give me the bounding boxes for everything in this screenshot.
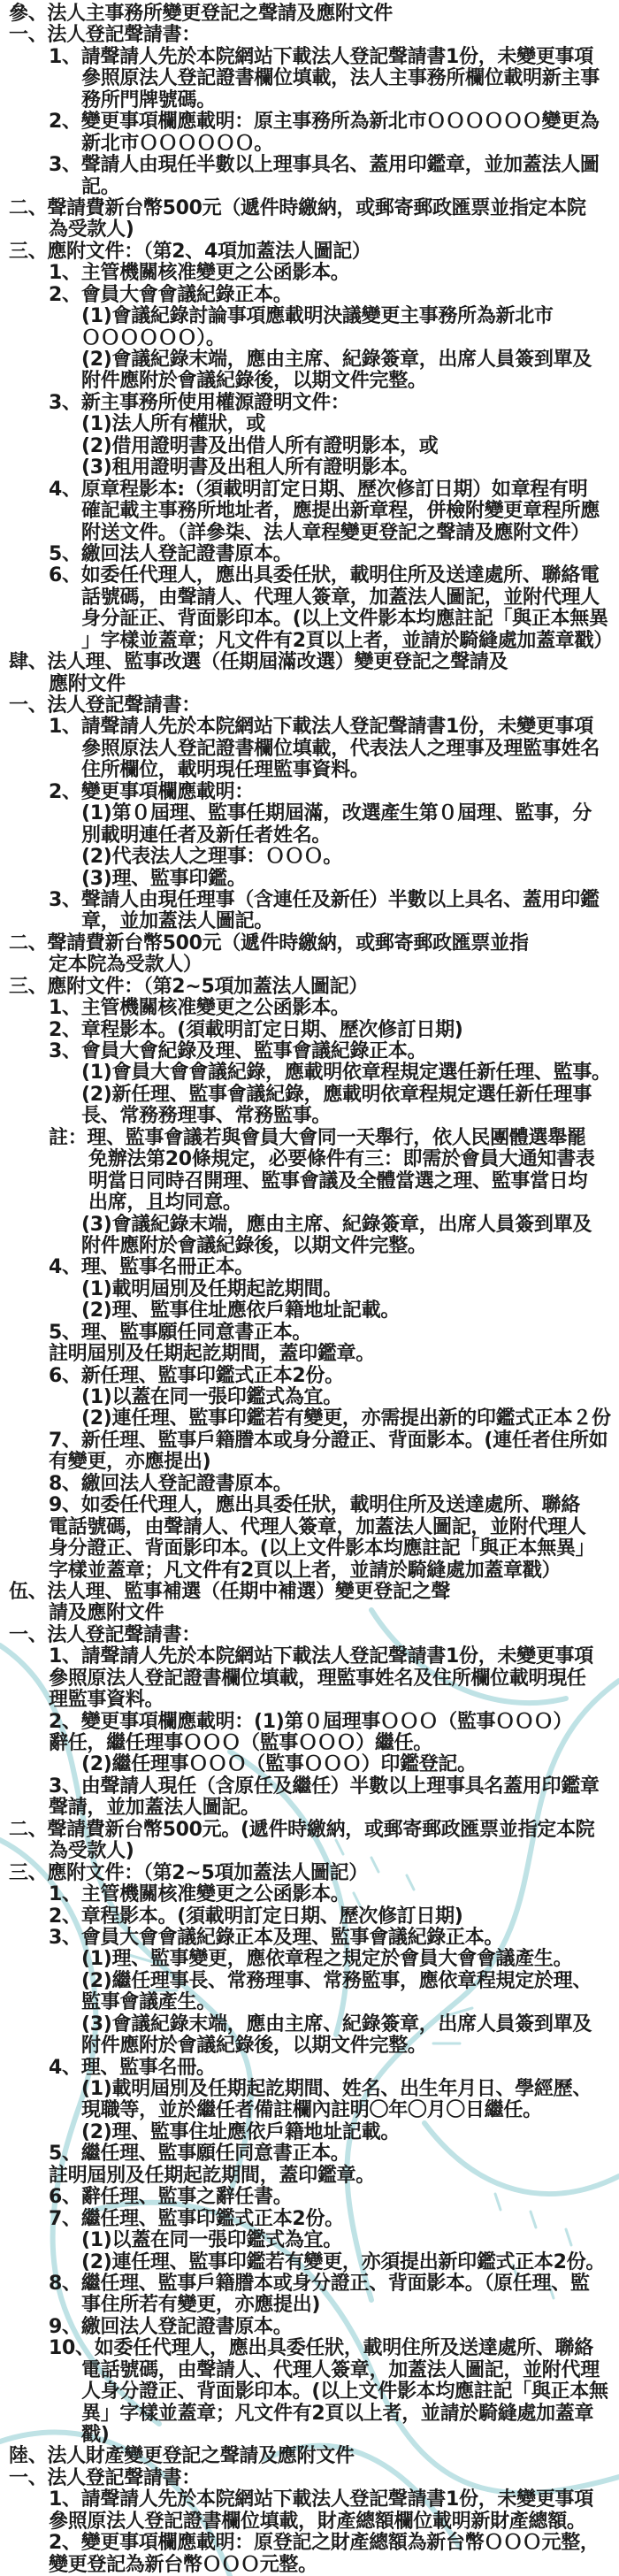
text-line: 字樣並蓋章；凡文件有2頁以上者，並請於騎縫處加蓋章戳） [49, 1559, 562, 1582]
text-line: 電話號碼，由聲請人、代理人簽章，加蓋法人圖記，並附代理 [81, 2358, 600, 2381]
text-line: 3、聲請人由現任理事（含連任及新任）半數以上具名、蓋用印鑑 [49, 888, 600, 911]
text-line: 定本院為受款人） [49, 954, 203, 977]
text-line: 參照原法人登記證書欄位填載，理監事姓名及住所欄位載明現任 [49, 1667, 586, 1690]
section-heading-line: 陸、法人財產變更登記之聲請及應附文件 [9, 2445, 355, 2468]
text-line: 註明屆別及任期起訖期間，蓋印鑑章。 [49, 2164, 375, 2187]
text-line: 聲請，並加蓋法人圖記。 [49, 1797, 260, 1820]
text-line: 新北市ＯＯＯＯＯＯ。 [81, 132, 274, 155]
text-line: (3)會議紀錄末端，應由主席、紀錄簽章，出席人員簽到單及 [81, 1213, 592, 1236]
text-line: 身分証正、背面影印本。(以上文件影本均應註記「與正本無異 [81, 608, 608, 631]
text-line: 註明屆別及任期起訖期間，蓋印鑑章。 [49, 1343, 375, 1366]
text-line: 附送文件。（詳參柒、法人章程變更登記之聲請及應附文件） [81, 521, 590, 544]
text-line: 」字樣並蓋章；凡文件有2頁以上者，並請於騎縫處加蓋章戳） [81, 629, 613, 652]
section-heading-line: 三、應附文件：（第2~5項加蓋法人圖記） [9, 1861, 369, 1884]
text-line: 應附文件 [49, 672, 126, 695]
section-heading-line: 一、法人登記聲請書： [9, 2466, 202, 2489]
text-line: 2、變更事項欄應載明：原登記之財產總額為新台幣ＯＯＯ元整， [49, 2532, 600, 2555]
text-line: 章，並加蓋法人圖記。 [81, 910, 274, 933]
section-heading-line: 肆、法人理、監事改選（任期屆滿改選）變更登記之聲請及 [9, 651, 508, 674]
text-line: 人身分證正、背面影印本。(以上文件影本均應註記「與正本無 [81, 2380, 608, 2404]
text-line: 5、繼任理、監事願任同意書正本。 [49, 2143, 350, 2166]
text-line: 1、請聲請人先於本院網站下載法人登記聲請書1份，未變更事項 [49, 45, 593, 68]
text-line: 3、會員大會會議紀錄正本及理、監事會議紀錄正本。 [49, 1926, 504, 1949]
text-line: 記。 [81, 175, 120, 198]
text-line: 免辦法第20條規定，必要條件有三：即需於會員大通知書表 [88, 1148, 595, 1171]
text-line: (2)連任理、監事印鑑若有變更，亦須提出新印鑑式正本2份。 [81, 2250, 606, 2273]
text-line: 7、繼任理、監事印鑑式正本2份。 [49, 2207, 344, 2230]
text-line: 附件應附於會議紀錄後，以期文件完整。 [81, 1234, 427, 1257]
text-line: 6、如委任代理人，應出具委任狀，載明住所及送達處所、聯絡電 [49, 564, 600, 587]
text-line: (1)以蓋在同一張印鑑式為宜。 [81, 2229, 342, 2252]
text-line: (2)借用證明書及出借人所有證明影本，或 [81, 434, 439, 457]
text-line: 務所門牌號碼。 [81, 88, 216, 111]
text-line: 事住所若有變更，亦應提出) [81, 2294, 321, 2317]
text-line: 2、變更事項欄應載明：(1)第０屆理事ＯＯＯ（監事ＯＯＯ） [49, 1710, 573, 1733]
text-line: 2、章程影本。(須載明訂定日期、歷次修訂日期) [49, 1018, 463, 1041]
text-line: 監事會議產生。 [81, 1991, 216, 2014]
text-line: (2)會議紀錄末端，應由主席、紀錄簽章，出席人員簽到單及 [81, 349, 592, 371]
text-line: 請及應附文件 [49, 1602, 164, 1625]
text-line: 確記載主事務所地址者，應提出新章程，併檢附變更章程所應 [81, 500, 600, 523]
text-line: 註：理、監事會議若與會員大會同一天舉行，依人民團體選舉罷 [49, 1126, 586, 1149]
section-heading-line: 三、應附文件：（第2、4項加蓋法人圖記） [9, 240, 371, 263]
text-line: 參照原法人登記證書欄位填載，法人主事務所欄位載明新主事 [81, 67, 600, 90]
section-heading-line: 一、法人登記聲請書： [9, 1623, 202, 1646]
text-line: 參照原法人登記證書欄位填載，財產總額欄位載明新財產總額。 [49, 2510, 586, 2533]
text-line: (1)法人所有權狀，或 [81, 413, 266, 436]
text-line: 附件應附於會議紀錄後，以期文件完整。 [81, 370, 427, 393]
text-line: 變更登記為新台幣ＯＯＯ元整。 [49, 2553, 317, 2576]
text-line: 為受款人) [49, 218, 134, 242]
text-line: (3)理、監事印鑑。 [81, 867, 247, 890]
text-line: 明當日同時召開理、監事會議及全體當選之理、監事當日均 [88, 1169, 588, 1192]
text-line: 身分證正、背面影印本。(以上文件影本均應註記「與正本無異」 [49, 1537, 595, 1560]
text-line: 有變更，亦應提出) [49, 1451, 211, 1474]
text-line: (1)會議紀錄討論事項應載明決議變更主事務所為新北市 [81, 305, 554, 328]
text-line: (2)連任理、監事印鑑若有變更，亦需提出新的印鑑式正本２份 [81, 1407, 611, 1430]
document-body [0, 4, 619, 2576]
text-line: 附件應附於會議紀錄後，以期文件完整。 [81, 2035, 427, 2058]
text-line: 4、理、監事名冊正本。 [49, 1256, 255, 1279]
section-heading-line: 伍、法人理、監事補選（任期中補選）變更登記之聲 [9, 1580, 451, 1603]
text-line: 9、如委任代理人，應出具委任狀，載明住所及送達處所、聯絡 [49, 1494, 580, 1517]
text-line: 1、請聲請人先於本院網站下載法人登記聲請書1份，未變更事項 [49, 716, 593, 739]
section-heading-line: 參、法人主事務所變更登記之聲請及應附文件 [9, 3, 394, 25]
text-line: 3、由聲請人現任（含原任及繼任）半數以上理事具名蓋用印鑑章 [49, 1775, 600, 1798]
text-line: 9、繳回法人登記證書原本。 [49, 2315, 293, 2338]
text-line: 10、如委任代理人，應出具委任狀，載明住所及送達處所、聯絡 [49, 2337, 593, 2360]
text-line: 6、新任理、監事印鑑式正本2份。 [49, 1364, 344, 1387]
text-line: (1)第０屆理、監事任期屆滿，改選產生第０屆理、監事，分 [81, 802, 592, 825]
text-line: 6、辭任理、監事之辭任書。 [49, 2186, 293, 2209]
text-line: (1)理、監事變更，應依章程之規定於會員大會會議產生。 [81, 1948, 573, 1971]
text-line: 2、章程影本。(須載明訂定日期、歷次修訂日期) [49, 1905, 463, 1928]
text-line: (2)理、監事住址應依戶籍地址記載。 [81, 2120, 401, 2143]
text-line: 4、理、監事名冊。 [49, 2056, 216, 2079]
text-line: 8、繼任理、監事戶籍謄本或身分證正、背面影本。（原任理、監 [49, 2272, 590, 2295]
text-line: 2、變更事項欄應載明：原主事務所為新北市ＯＯＯＯＯＯ變更為 [49, 111, 600, 134]
text-line: 出席，且均同意。 [88, 1192, 242, 1215]
section-heading-line: 一、法人登記聲請書： [9, 694, 202, 717]
text-line: 5、理、監事願任同意書正本。 [49, 1321, 312, 1344]
text-line: (2)新任理、監事會議紀錄，應載明依章程規定選任新任理事 [81, 1083, 592, 1106]
section-heading-line: 一、法人登記聲請書： [9, 24, 202, 47]
text-line: 別載明連任者及新任者姓名。 [81, 824, 332, 847]
text-line: (2)繼任理事ＯＯＯ（監事ＯＯＯ）印鑑登記。 [81, 1753, 477, 1776]
text-line: 1、主管機關核准變更之公函影本。 [49, 997, 350, 1020]
text-line: 異」字樣並蓋章；凡文件有2頁以上者，並請於騎縫處加蓋章 [81, 2402, 594, 2425]
text-line: 戳) [81, 2424, 110, 2446]
text-line: 5、繳回法人登記證書原本。 [49, 542, 293, 565]
text-line: 2、變更事項欄應載明： [49, 780, 255, 803]
text-line: 1、請聲請人先於本院網站下載法人登記聲請書1份，未變更事項 [49, 2488, 593, 2511]
text-line: 1、主管機關核准變更之公函影本。 [49, 1883, 350, 1906]
text-line: 8、繳回法人登記證書原本。 [49, 1472, 293, 1495]
text-line: 為受款人) [49, 1840, 134, 1863]
text-line: 話號碼，由聲請人、代理人簽章，加蓋法人圖記，並附代理人 [81, 586, 600, 609]
text-line: 1、主管機關核准變更之公函影本。 [49, 262, 350, 285]
text-line: 3、會員大會紀錄及理、監事會議紀錄正本。 [49, 1040, 427, 1062]
text-line: 3、聲請人由現任半數以上理事具名、蓋用印鑑章，並加蓋法人圖 [49, 154, 600, 177]
text-line: 7、新任理、監事戶籍謄本或身分證正、背面影本。(連任者住所如 [49, 1429, 608, 1452]
section-heading-line: 二、聲請費新台幣500元（遞件時繳納，或郵寄郵政匯票並指 [9, 932, 529, 954]
text-line: (3)租用證明書及出租人所有證明影本。 [81, 456, 419, 479]
section-heading-line: 二、聲請費新台幣500元（遞件時繳納，或郵寄郵政匯票並指定本院 [9, 196, 586, 219]
text-line: 1、請聲請人先於本院網站下載法人登記聲請書1份，未變更事項 [49, 1645, 593, 1668]
text-line: 4、原章程影本:（須載明訂定日期、歷次修訂日期）如章程有明 [49, 478, 588, 501]
section-heading-line: 三、應附文件：（第2~5項加蓋法人圖記） [9, 975, 369, 998]
text-line: (2)繼任理事長、常務理事、常務監事，應依章程規定於理、 [81, 1969, 592, 1992]
text-line: 理監事資料。 [49, 1689, 164, 1712]
text-line: (2)理、監事住址應依戶籍地址記載。 [81, 1300, 401, 1322]
text-line: (1)會員大會會議紀錄，應載明依章程規定選任新任理、監事。 [81, 1062, 611, 1085]
text-line: 辭任，繼任理事ＯＯＯ（監事ＯＯＯ）繼任。 [49, 1732, 433, 1754]
text-line: (3)會議紀錄末端，應由主席、紀錄簽章，出席人員簽到單及 [81, 2012, 592, 2036]
text-line: 參照原法人登記證書欄位填載，代表法人之理事及理監事姓名 [81, 737, 600, 760]
text-line: 2、會員大會會議紀錄正本。 [49, 283, 293, 306]
section-heading-line: 二、聲請費新台幣500元。(遞件時繳納，或郵寄郵政匯票並指定本院 [9, 1818, 595, 1841]
text-line: (1)以蓋在同一張印鑑式為宜。 [81, 1386, 342, 1408]
text-line: (2)代表法人之理事：ＯＯＯ。 [81, 846, 342, 869]
text-line: (1)載明屆別及任期起訖期間、姓名、出生年月日、學經歷、 [81, 2078, 592, 2100]
text-line: 長、常務務理事、常務監事。 [81, 1105, 332, 1128]
text-line: 電話號碼，由聲請人、代理人簽章，加蓋法人圖記，並附代理人 [49, 1515, 586, 1538]
text-line: 3、新主事務所使用權源證明文件： [49, 391, 350, 414]
text-line: 住所欄位，載明現任理監事資料。 [81, 759, 370, 782]
text-line: ＯＯＯＯＯＯ）。 [81, 326, 225, 349]
text-line: 現職等，並於繼任者備註欄內註明〇年〇月〇日繼任。 [81, 2099, 542, 2122]
text-line: (1)載明屆別及任期起訖期間。 [81, 1277, 342, 1300]
